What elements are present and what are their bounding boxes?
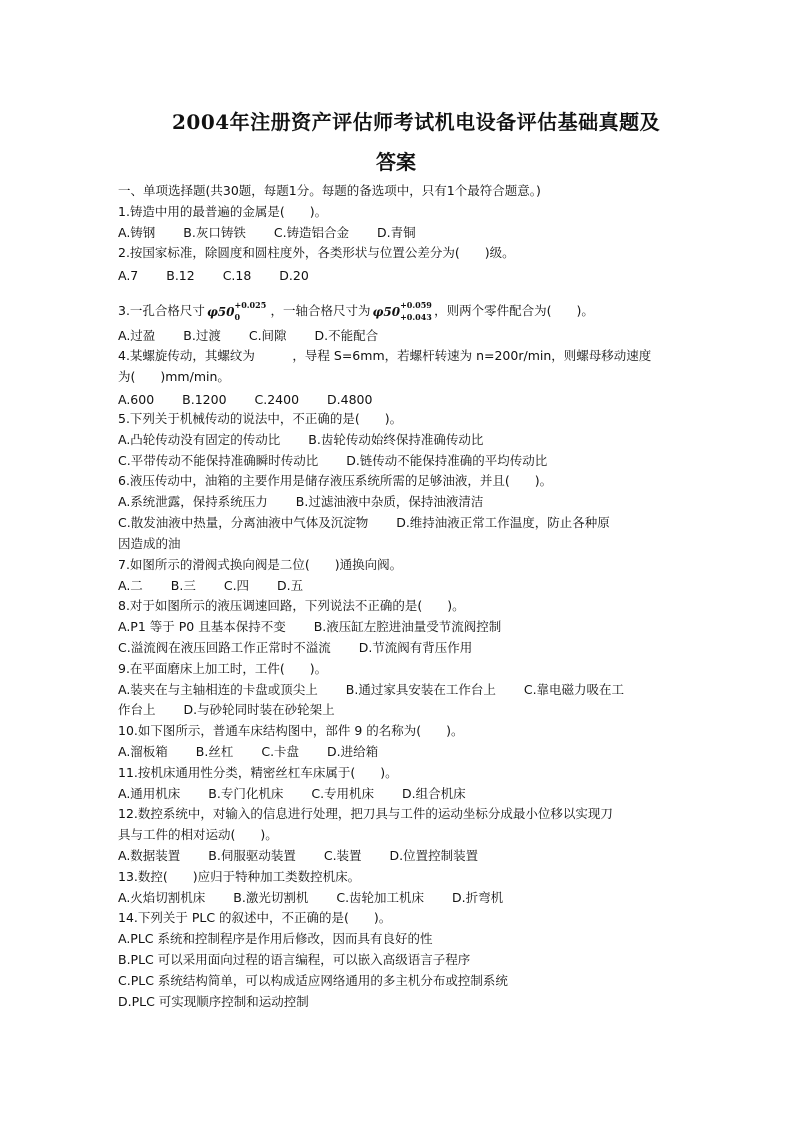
question-3 — [118, 299, 594, 322]
question-14-option-c: C.PLC 系统结构简单，可以构成适应网络通用的多主机分布或控制系统 — [118, 973, 508, 988]
option-a: A.数据装置 — [118, 848, 181, 863]
question-3-text-c: ，则两个零件配合为( )。 — [434, 303, 594, 318]
question-14-option-d: D.PLC 可实现顺序控制和运动控制 — [118, 994, 309, 1009]
question-12-options — [118, 848, 478, 864]
option-c: C.2400 — [254, 392, 300, 407]
option-c: C.专用机床 — [311, 786, 375, 801]
hole-base: φ50 — [206, 304, 235, 319]
question-8: 8.对于如图所示的液压调速回路，下列说法不正确的是( )。 — [118, 598, 465, 613]
option-c: C.散发油液中热量，分离油液中气体及沉淀物 — [118, 515, 369, 530]
option-b: B.液压缸左腔进油量受节流阀控制 — [313, 619, 502, 634]
option-c: C.卡盘 — [261, 744, 300, 759]
option-a: A.通用机床 — [118, 786, 181, 801]
shaft-lower-deviation: +0.043 — [400, 311, 432, 322]
option-c: C.铸造铝合金 — [273, 225, 350, 240]
section-heading: 一、单项选择题(共30题，每题1分。每题的备选项中，只有1个最符合题意。) — [118, 183, 541, 198]
option-b: B.过渡 — [183, 328, 221, 343]
question-3-options — [118, 328, 378, 344]
option-c: C.间隙 — [248, 328, 287, 343]
option-d: D.维持油液正常工作温度，防止各种原 — [396, 515, 610, 530]
question-3-text-b: ，一轴合格尺寸为 — [270, 303, 371, 318]
shaft-tolerance — [372, 299, 432, 322]
option-c: C.18 — [222, 268, 252, 283]
option-b: B.齿轮传动始终保持准确传动比 — [308, 432, 484, 447]
question-1: 1.铸造中用的最普遍的金属是( )。 — [118, 204, 328, 219]
option-c: C.四 — [223, 578, 250, 593]
option-c-continued: 作台上 — [118, 702, 156, 717]
question-3-text-a: 3.一孔合格尺寸 — [118, 303, 205, 318]
option-a: A.7 — [118, 268, 139, 283]
question-4: 4.某螺旋传动，其螺纹为 ，导程 S=6mm，若螺杆转速为 n=200r/min，则螺母移动速度 — [118, 348, 652, 363]
option-a: A.铸钢 — [118, 225, 156, 240]
question-9-options-row1 — [118, 682, 624, 698]
question-2: 2.按国家标准，除圆度和圆柱度外，各类形状与位置公差分为( )级。 — [118, 245, 515, 260]
option-d: D.4800 — [327, 392, 373, 407]
option-b: B.通过家具安装在工作台上 — [345, 682, 496, 697]
option-c: C.装置 — [323, 848, 362, 863]
question-10: 10.如下图所示，普通车床结构图中，部件 9 的名称为( )。 — [118, 723, 464, 738]
option-b: B.专门化机床 — [208, 786, 284, 801]
option-d: D.链传动不能保持准确的平均传动比 — [346, 453, 548, 468]
option-a: A.溜板箱 — [118, 744, 168, 759]
question-6-options-row2 — [118, 515, 610, 531]
question-8-options-row2 — [118, 640, 472, 656]
option-b: B.12 — [166, 268, 195, 283]
option-c: C.溢流阀在液压回路工作正常时不溢流 — [118, 640, 331, 655]
option-d: D.折弯机 — [452, 890, 504, 905]
option-c: C.齿轮加工机床 — [336, 890, 425, 905]
question-2-options — [118, 268, 309, 284]
option-d: D.与砂轮同时装在砂轮架上 — [183, 702, 335, 717]
question-9: 9.在平面磨床上加工时，工件( )。 — [118, 661, 328, 676]
option-d: D.五 — [277, 578, 304, 593]
option-c: C.靠电磁力吸在工 — [523, 682, 625, 697]
option-b: B.伺服驱动装置 — [208, 848, 296, 863]
question-4-continued: 为( )mm/min。 — [118, 369, 230, 384]
shaft-base: φ50 — [372, 304, 401, 319]
option-a: A.凸轮传动没有固定的传动比 — [118, 432, 281, 447]
document-title: 2004年注册资产评估师考试机电设备评估基础真题及 — [172, 110, 661, 134]
question-11: 11.按机床通用性分类，精密丝杠车床属于( )。 — [118, 765, 398, 780]
hole-upper-deviation: +0.025 — [234, 299, 267, 310]
option-a: A.装夹在与主轴相连的卡盘或顶尖上 — [118, 682, 318, 697]
option-d: D.20 — [279, 268, 309, 283]
question-12: 12.数控系统中，对输入的信息进行处理，把刀具与工件的运动坐标分成最小位移以实现刀 — [118, 806, 613, 821]
question-14-option-a: A.PLC 系统和控制程序是作用后修改，因而具有良好的性 — [118, 931, 433, 946]
question-5: 5.下列关于机械传动的说法中，不正确的是( )。 — [118, 411, 403, 426]
option-b: B.三 — [170, 578, 196, 593]
question-12-continued: 具与工件的相对运动( )。 — [118, 827, 278, 842]
option-a: A.P1 等于 P0 且基本保持不变 — [118, 619, 286, 634]
option-d: D.青铜 — [377, 225, 416, 240]
question-4-options — [118, 392, 372, 408]
question-11-options — [118, 786, 466, 802]
question-14-option-b: B.PLC 可以采用面向过程的语言编程，可以嵌入高级语言子程序 — [118, 952, 471, 967]
question-7: 7.如图所示的滑阀式换向阀是二位( )通换向阀。 — [118, 557, 403, 572]
question-6-options-row3: 因造成的油 — [118, 536, 181, 551]
question-6-options-row1 — [118, 494, 483, 510]
option-d: D.节流阀有背压作用 — [358, 640, 473, 655]
option-b: B.丝杠 — [195, 744, 234, 759]
question-5-options-row1 — [118, 432, 483, 448]
question-8-options-row1 — [118, 619, 501, 635]
question-5-options-row2 — [118, 453, 547, 469]
document-title-continued: 答案 — [376, 150, 416, 174]
question-7-options — [118, 578, 303, 594]
option-a: A.系统泄露，保持系统压力 — [118, 494, 268, 509]
option-a: A.火焰切割机床 — [118, 890, 206, 905]
option-a: A.600 — [118, 392, 155, 407]
option-a: A.二 — [118, 578, 143, 593]
hole-lower-deviation: 0 — [234, 311, 241, 322]
shaft-upper-deviation: +0.059 — [400, 299, 432, 310]
question-1-options — [118, 225, 416, 241]
option-d: D.进给箱 — [327, 744, 379, 759]
option-d: D.位置控制装置 — [389, 848, 479, 863]
hole-tolerance — [206, 299, 267, 322]
option-b: B.过滤油液中杂质，保持油液清洁 — [295, 494, 484, 509]
option-a: A.过盈 — [118, 328, 156, 343]
question-6: 6.液压传动中，油箱的主要作用是储存液压系统所需的足够油液，并且( )。 — [118, 473, 553, 488]
option-b: B.灰口铸铁 — [183, 225, 246, 240]
option-d: D.组合机床 — [402, 786, 466, 801]
question-13-options — [118, 890, 503, 906]
question-14: 14.下列关于 PLC 的叙述中，不正确的是( )。 — [118, 910, 392, 925]
question-9-options-row2 — [118, 702, 335, 718]
question-10-options — [118, 744, 378, 760]
option-d: D.不能配合 — [314, 328, 379, 343]
question-13: 13.数控( )应归于特种加工类数控机床。 — [118, 869, 361, 884]
option-c: C.平带传动不能保持准确瞬时传动比 — [118, 453, 319, 468]
option-b: B.1200 — [182, 392, 227, 407]
option-b: B.激光切割机 — [233, 890, 309, 905]
